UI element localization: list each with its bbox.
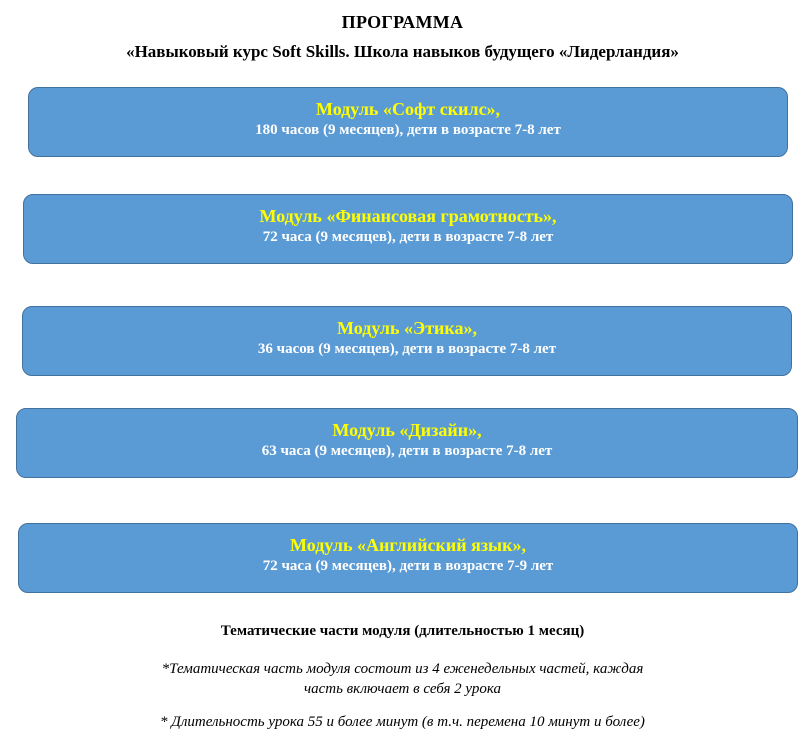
module-name: Модуль «Этика», [336,318,478,338]
lesson-duration-note [0,712,805,732]
module-name: Модуль «Английский язык», [290,535,526,555]
module-description: 72 часа (9 месяцев), дети в возрасте 7-8 лет [262,229,554,245]
module-box-soft-skills [28,87,788,157]
page-subtitle: «Навыковый курс Soft Skills. Школа навыков будущего «Лидерландия» [126,42,679,61]
page-title: ПРОГРАММА [341,12,464,32]
module-description: 180 часов (9 месяцев), дети в возрасте 7-8 лет [255,122,561,138]
module-box-ethics [22,306,792,376]
note-line: часть включает в себя 2 урока [303,681,502,697]
module-box-english [18,523,798,593]
module-name: Модуль «Дизайн», [332,420,482,440]
module-box-financial-literacy [23,194,793,264]
module-description: 63 часа (9 месяцев), дети в возрасте 7-8 лет [261,443,553,459]
lesson-structure-note [0,659,805,699]
module-box-design [16,408,798,478]
note-line: * Длительность урока 55 и более минут (в т.ч. перемена 10 минут и более) [160,714,645,730]
module-description: 72 часа (9 месяцев), дети в возрасте 7-9 лет [262,558,554,574]
section-heading: Тематические части модуля (длительностью 1 месяц) [220,623,585,639]
module-name: Модуль «Софт скилс», [315,99,501,119]
note-line: *Тематическая часть модуля состоит из 4 еженедельных частей, каждая [161,661,644,677]
module-description: 36 часов (9 месяцев), дети в возрасте 7-8 лет [257,341,557,357]
module-name: Модуль «Финансовая грамотность», [259,206,557,226]
